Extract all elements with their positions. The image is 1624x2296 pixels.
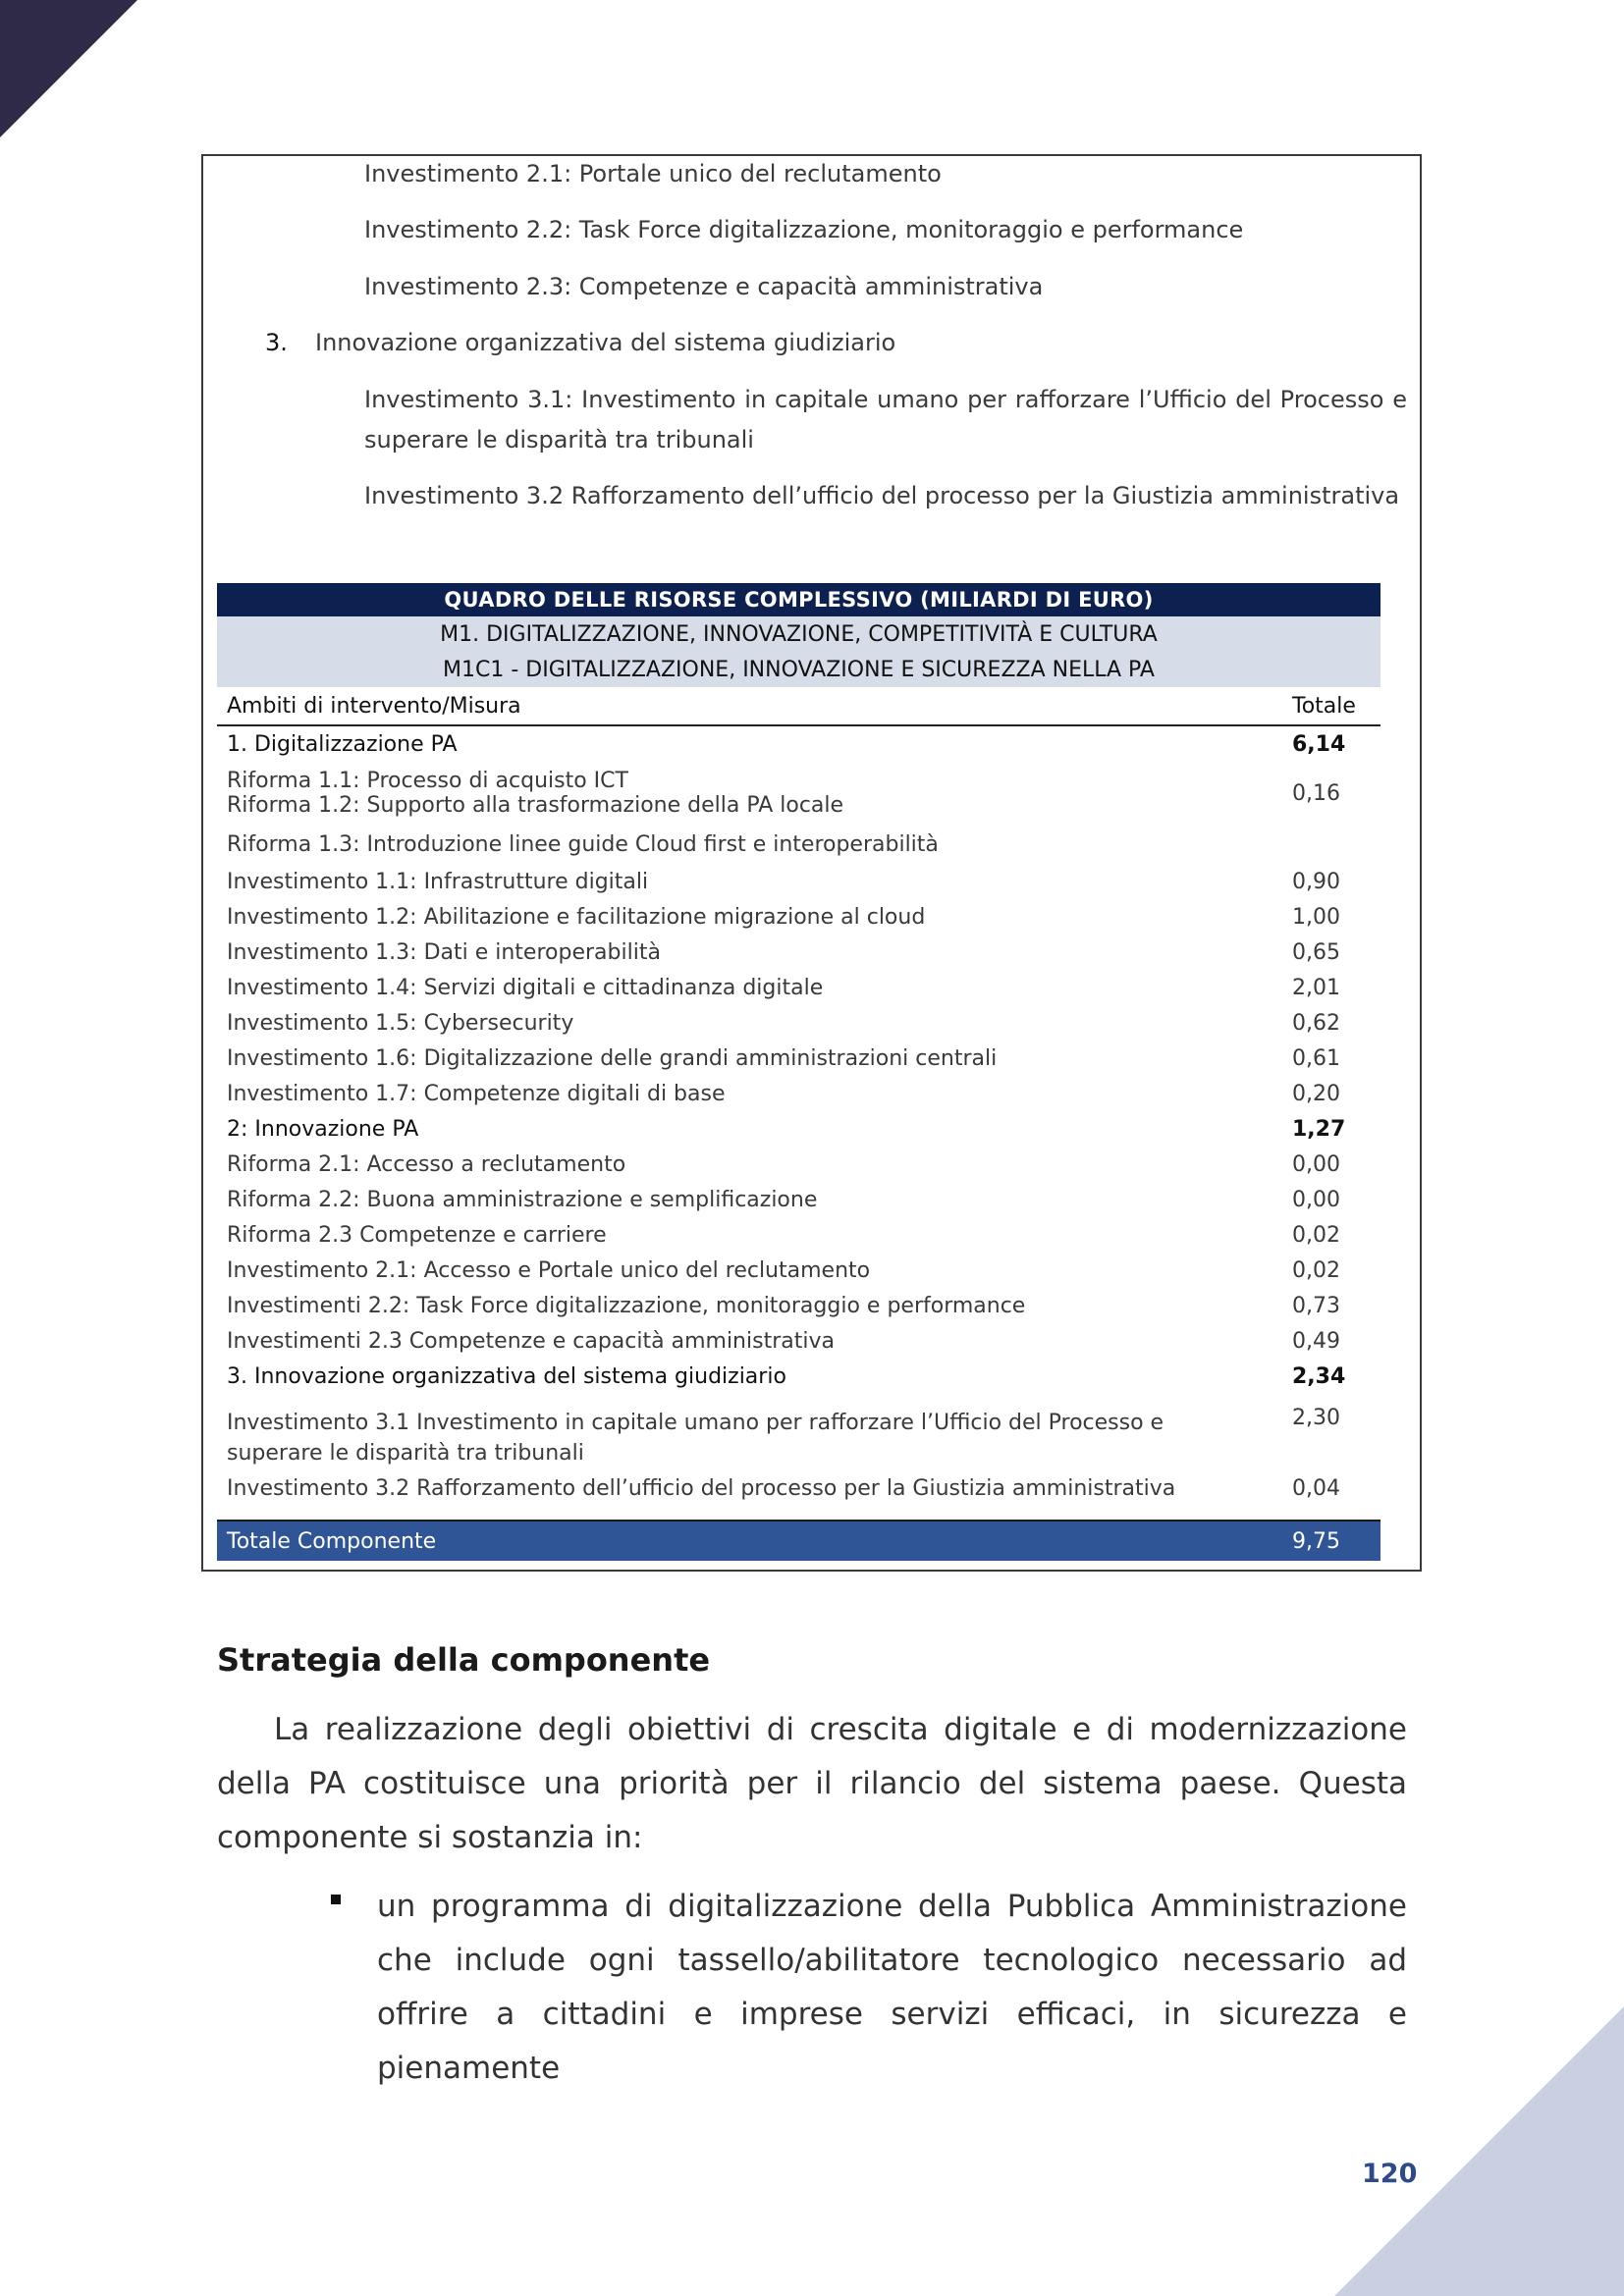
table-row-label: Investimento 1.1: Infrastrutture digitali [227, 869, 649, 894]
table-row-value [1272, 825, 1380, 864]
table-row-value: 0,65 [1292, 939, 1340, 965]
list-item: Investimento 2.3: Competenze e capacità amministrativa [364, 273, 1044, 300]
table-row-value: 0,73 [1292, 1293, 1340, 1318]
table-row-label: Riforma 2.3 Competenze e carriere [227, 1222, 607, 1248]
table-row-label: Riforma 1.1: Processo di acquisto ICT Riforma 1.2: Supporto alla trasformazione della PA locale [227, 769, 844, 818]
section-value: 2,34 [1292, 1363, 1346, 1389]
table-row-value: 0,62 [1292, 1010, 1340, 1036]
table-row-label: Investimento 3.2 Rafforzamento dell’ufficio del processo per la Giustizia amministrativa [227, 1475, 1176, 1501]
table-row-value: 0,02 [1292, 1222, 1340, 1248]
bullet-square-icon [331, 1895, 341, 1904]
body-paragraph: La realizzazione degli obiettivi di crescita digitale e di modernizzazione della PA costituisce una priorità per il rilancio del sistema paese. Questa componente si sostanzia in: [217, 1712, 1407, 1855]
resources-table [217, 583, 1380, 1561]
section-value: 6,14 [1292, 731, 1346, 757]
column-header-measure: Ambiti di intervento/Misura [217, 687, 1272, 725]
table-row-label: Investimento 1.6: Digitalizzazione delle grandi amministrazioni centrali [227, 1045, 998, 1071]
column-header-total: Totale [1272, 687, 1380, 725]
table-row-label: Investimento 1.5: Cybersecurity [227, 1010, 574, 1036]
table-row-label: Investimenti 2.3 Competenze e capacità amministrativa [227, 1328, 835, 1354]
list-number: 3. [265, 329, 288, 356]
bullet-text: un programma di digitalizzazione della Pubblica Amministrazione che include ogni tassello/abilitatore tecnologico necessario ad offrire a cittadini e imprese servizi efficaci, in sicurezza e pienamente [377, 1889, 1407, 2086]
table-row-value: 1,00 [1292, 904, 1340, 930]
table-row-value: 0,90 [1292, 869, 1340, 894]
table-subtitle: M1C1 - DIGITALIZZAZIONE, INNOVAZIONE E SICUREZZA NELLA PA [217, 652, 1380, 687]
table-row-value: 0,20 [1292, 1081, 1340, 1106]
table-row-value: 0,16 [1292, 780, 1340, 806]
list-item: Investimento 3.2 Rafforzamento dell’ufficio del processo per la Giustizia amministrativa [364, 482, 1400, 509]
section-label: 3. Innovazione organizzativa del sistema giudiziario [227, 1363, 786, 1389]
total-value: 9,75 [1272, 1521, 1380, 1561]
table-subtitle: M1. DIGITALIZZAZIONE, INNOVAZIONE, COMPETITIVITÀ E CULTURA [217, 616, 1380, 652]
corner-decoration-top-left [0, 0, 137, 137]
table-row-label: Investimento 3.1 Investimento in capitale umano per rafforzare l’Ufficio del Processo e superare le disparità tra tribunali [227, 1411, 1164, 1466]
list-item: Innovazione organizzativa del sistema giudiziario [315, 329, 896, 356]
section-label: 2: Innovazione PA [227, 1116, 419, 1142]
table-row-label: Riforma 1.3: Introduzione linee guide Cloud first e interoperabilità [227, 831, 939, 857]
table-row-value: 2,01 [1292, 975, 1340, 1000]
table-row-label: Investimento 1.7: Competenze digitali di base [227, 1081, 726, 1106]
corner-decoration-bottom-right [1334, 2006, 1624, 2296]
table-row-value: 0,02 [1292, 1257, 1340, 1283]
table-row-label: Investimento 1.2: Abilitazione e facilitazione migrazione al cloud [227, 904, 926, 930]
table-title: QUADRO DELLE RISORSE COMPLESSIVO (MILIARDI DI EURO) [217, 583, 1380, 616]
table-row-label: Investimento 1.3: Dati e interoperabilità [227, 939, 661, 965]
page-number: 120 [1362, 2159, 1418, 2189]
table-row-value: 0,49 [1292, 1328, 1340, 1354]
table-row-value: 0,61 [1292, 1045, 1340, 1071]
list-item: Investimento 3.1: Investimento in capitale umano per rafforzare l’Ufficio del Processo e superare le disparità tra tribunali [364, 386, 1407, 454]
table-row-value: 2,30 [1292, 1406, 1340, 1430]
table-row-label: Investimento 2.1: Accesso e Portale unico del reclutamento [227, 1257, 871, 1283]
table-row-value: 0,04 [1292, 1475, 1340, 1501]
table-row-label: Riforma 2.2: Buona amministrazione e semplificazione [227, 1187, 818, 1212]
section-value: 1,27 [1292, 1116, 1346, 1142]
section-heading: Strategia della componente [217, 1641, 711, 1679]
total-label: Totale Componente [217, 1521, 1272, 1561]
table-row-label: Riforma 2.1: Accesso a reclutamento [227, 1151, 626, 1177]
table-row-value: 0,00 [1292, 1151, 1340, 1177]
table-row-label: Investimenti 2.2: Task Force digitalizzazione, monitoraggio e performance [227, 1293, 1026, 1318]
list-item: Investimento 2.2: Task Force digitalizzazione, monitoraggio e performance [364, 216, 1244, 243]
section-label: 1. Digitalizzazione PA [227, 731, 458, 757]
list-item: Investimento 2.1: Portale unico del reclutamento [364, 160, 942, 187]
table-row-label: Investimento 1.4: Servizi digitali e cittadinanza digitale [227, 975, 824, 1000]
table-row-value: 0,00 [1292, 1187, 1340, 1212]
